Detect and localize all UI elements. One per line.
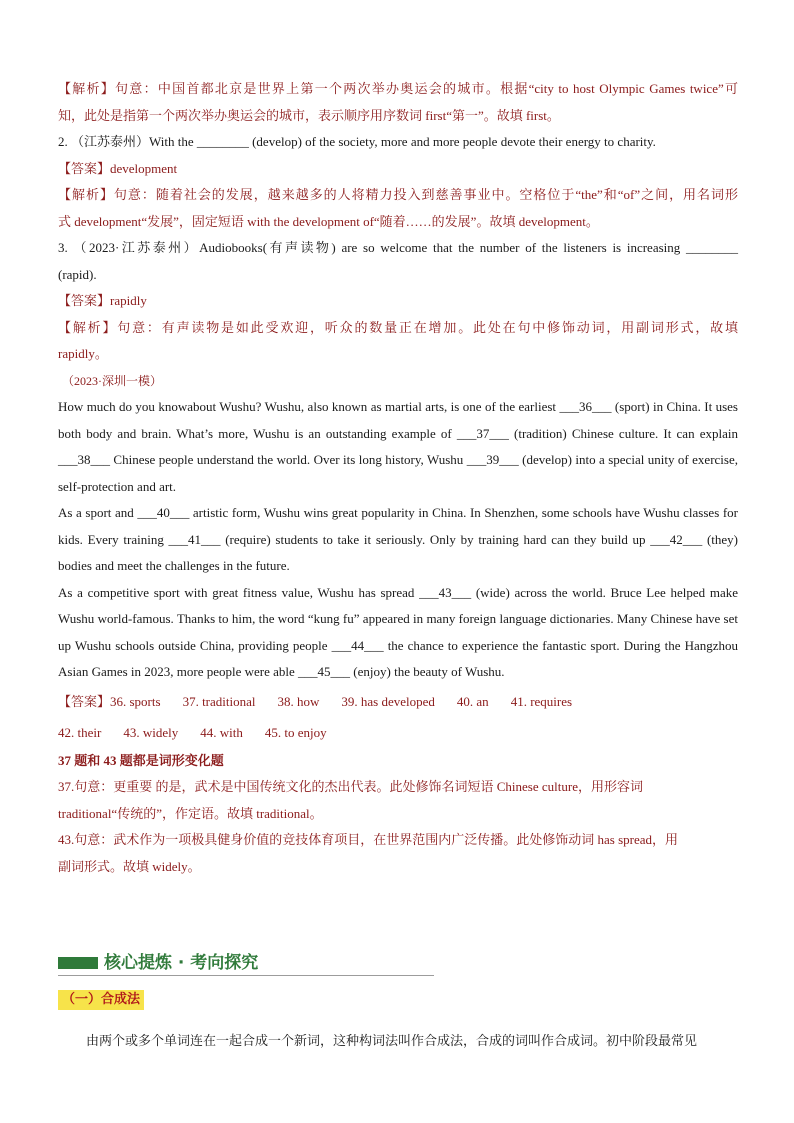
answer-item: 41. requires — [510, 693, 573, 709]
explanation-2a: 【解析】句意：随着社会的发展，越来越多的人将精力投入到慈善事业中。空格位于“the”和“of”之间，用名词形 — [58, 187, 738, 202]
passage-paragraph-3: As a competitive sport with great fitness value, Wushu has spread ___43___ (wide) across the world. Bruce Lee helped make Wushu world-famous. Thanks to him, the word “kung fu” appeared in many foreign language dictionaries. Many Chinese have set up Wushu schools outside China, providing people ___44___ the chance to experience the fantastic sport. During the Hangzhou Asian Games in 2023, more people were able ___45___ (enjoy) the beauty of Wushu. — [58, 584, 738, 679]
passage-paragraph-2: As a sport and ___40___ artistic form, Wushu wins great popularity in China. In Shenzhen, some schools have Wushu classes for kids. Every training ___41___ (require) students to take it seriously. Only by training hard can they build up ___42___ (they) bodies and meet the challenges in the future. — [58, 505, 738, 573]
answer-item: 45. to enjoy — [264, 724, 327, 740]
subsection-heading: （一）合成法 — [58, 990, 144, 1010]
section-paragraph: 由两个或多个单词连在一起合成一个新词，这种构词法叫作合成法，合成的词叫作合成词。初中阶段最常见 — [86, 1033, 698, 1048]
explanation-1a: 【解析】句意：中国首都北京是世界上第一个两次举办奥运会的城市。根据“city to host Olympic Games twice”可 — [58, 81, 738, 96]
section-bar-block — [58, 957, 98, 969]
question-3a: 3. （2023·江苏泰州）Audiobooks(有声读物) are so welcome that the number of the listeners is increasing ________ — [58, 240, 738, 255]
section-rule — [58, 975, 434, 976]
answer-item: 43. widely — [123, 724, 179, 740]
passage-paragraph-1: How much do you knowabout Wushu? Wushu, also known as martial arts, is one of the earliest ___36___ (sport) in China. It uses both body and brain. What’s more, Wushu is an outstanding example of ___37___ (tradition) Chinese culture. It can explain ___38___ Chinese people understand the world. Over its long history, Wushu ___39___ (develop) into a special unity of exercise, self-protection and art. — [58, 399, 738, 494]
answer-item: 37. traditional — [182, 693, 256, 709]
answer-3: 【答案】rapidly — [58, 293, 147, 308]
explanation-1b: 知，此处是指第一个两次举办奥运会的城市，表示顺序用序数词 first“第一”。故填 first。 — [58, 107, 560, 123]
note-43b: 副词形式。故填 widely。 — [58, 858, 201, 874]
answer-item: 39. has developed — [341, 693, 435, 709]
answer-item: 【答案】36. sports — [58, 693, 161, 709]
note-title: 37 题和 43 题都是词形变化题 — [58, 752, 224, 768]
answer-row-1 — [58, 686, 738, 717]
note-37b: traditional“传统的”，作定语。故填 traditional。 — [58, 805, 323, 821]
explanation-2b: 式 development“发展”，固定短语 with the development of“随着……的发展”。故填 development。 — [58, 213, 599, 229]
answer-item: 38. how — [277, 693, 320, 709]
document-body — [58, 76, 738, 880]
section-title: 核心提炼 · 考向探究 — [104, 953, 259, 973]
note-37a: 37.句意：更重要 的是，武术是中国传统文化的杰出代表。此处修饰名词短语 Chinese culture，用形容词 — [58, 779, 643, 794]
explanation-3b: rapidly。 — [58, 346, 108, 361]
note-43a: 43.句意：武术作为一项极具健身价值的竞技体育项目，在世界范围内广泛传播。此处修饰动词 has spread，用 — [58, 832, 679, 847]
question-3b: (rapid). — [58, 266, 97, 282]
explanation-3a: 【解析】句意：有声读物是如此受欢迎，听众的数量正在增加。此处在句中修饰动词，用副词形式，故填 — [58, 319, 738, 335]
answer-item: 42. their — [58, 724, 102, 740]
question-2: 2. （江苏泰州）With the ________ (develop) of the society, more and more people devote their energy to charity. — [58, 134, 656, 149]
answer-row-2 — [58, 717, 738, 748]
answer-item: 44. with — [200, 724, 243, 740]
answer-item: 40. an — [456, 693, 489, 709]
answer-2: 【答案】development — [58, 160, 178, 176]
source-label: （2023·深圳一模） — [62, 373, 162, 388]
section-header — [58, 944, 434, 976]
